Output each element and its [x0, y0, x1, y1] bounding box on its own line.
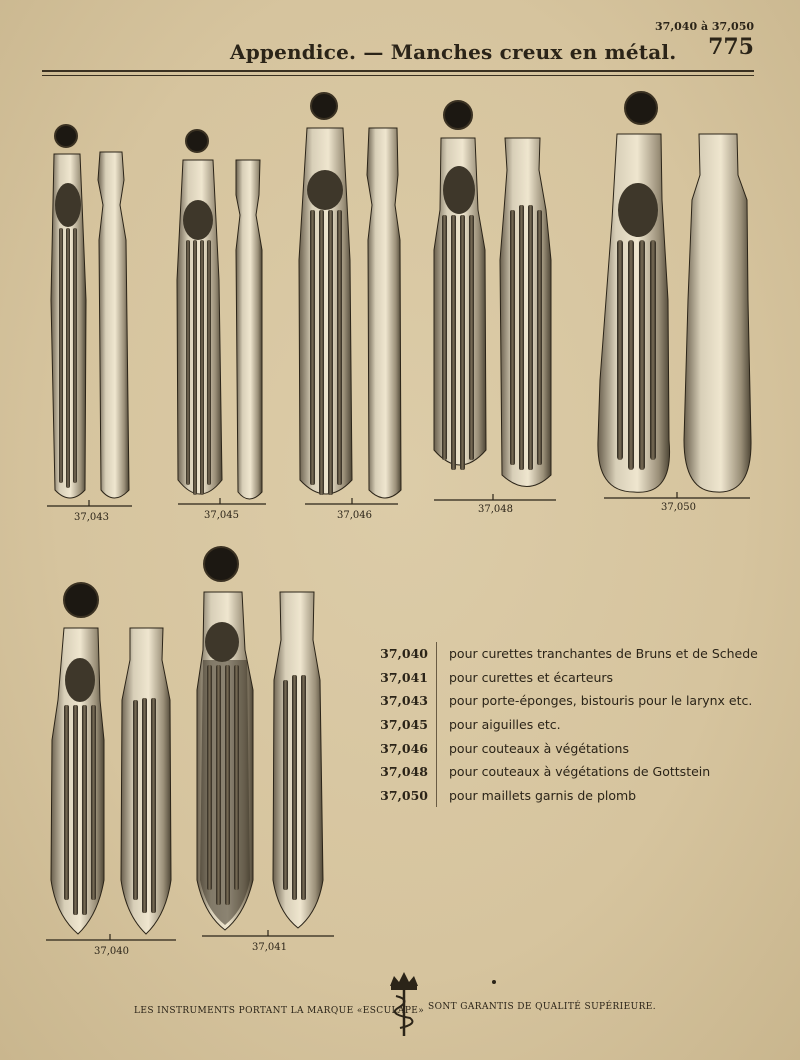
handle-side — [98, 152, 129, 498]
handle-37046 — [299, 93, 401, 521]
page-title: Appendice. — Manches creux en métal. — [230, 40, 677, 64]
handle-groove — [617, 240, 623, 460]
handle-37040 — [46, 583, 176, 957]
handle-37048 — [434, 101, 556, 515]
handle-side — [367, 128, 401, 498]
handle-groove — [460, 215, 465, 470]
figure-label: 37,043 — [74, 512, 109, 523]
label-bracket — [47, 500, 132, 506]
handle-groove — [510, 210, 515, 465]
handle-side — [500, 138, 551, 487]
handle-groove — [650, 240, 656, 460]
handle-groove — [442, 215, 447, 460]
handle-groove — [528, 205, 533, 470]
handle-groove — [639, 240, 645, 470]
handle-side — [684, 134, 751, 492]
handle-socket — [307, 170, 343, 210]
handle-groove — [193, 240, 197, 495]
figure-label: 37,040 — [94, 946, 129, 957]
figure-label: 37,050 — [661, 502, 696, 513]
handle-groove — [142, 698, 147, 913]
catalog-description: pour couteaux à végétations de Gottstein — [449, 764, 711, 780]
handle-groove — [537, 210, 542, 465]
handle-groove — [133, 700, 138, 900]
handle-groove — [73, 705, 78, 915]
figure-label: 37,041 — [252, 942, 287, 953]
label-bracket — [202, 930, 334, 936]
handle-groove — [186, 240, 190, 485]
page-range: 37,040 à 37,050 — [655, 20, 754, 33]
cross-section-icon — [55, 125, 77, 147]
handle-37043 — [47, 125, 132, 523]
cross-section-icon — [204, 547, 238, 581]
cross-section-icon — [64, 583, 98, 617]
catalog-number: 37,040 — [378, 642, 437, 666]
handle-groove — [301, 675, 306, 900]
catalog-number: 37,043 — [378, 689, 437, 713]
handle-groove — [310, 210, 315, 485]
handle-37045 — [177, 130, 266, 521]
cross-section-icon — [444, 101, 472, 129]
handle-groove — [91, 705, 96, 900]
handle-socket — [443, 166, 475, 214]
catalog-description: pour aiguilles etc. — [449, 717, 561, 733]
handle-socket — [618, 183, 658, 237]
handle-groove — [337, 210, 342, 485]
handle-groove — [64, 705, 69, 900]
table-row — [378, 642, 758, 666]
label-bracket — [434, 494, 556, 500]
handle-groove — [207, 240, 211, 485]
handle-groove — [216, 665, 221, 905]
handle-groove — [283, 680, 288, 890]
handle-37050 — [598, 92, 751, 513]
figure-label: 37,048 — [478, 504, 513, 515]
cross-section-icon — [186, 130, 208, 152]
footer-left-text: LES INSTRUMENTS PORTANT LA MARQUE «ESCULAPE» — [134, 1006, 425, 1016]
catalog-description: pour porte-éponges, bistouris pour le larynx etc. — [449, 693, 753, 709]
table-row — [378, 736, 758, 760]
handle-groove — [207, 665, 212, 890]
table-row — [378, 760, 758, 784]
handle-side — [273, 592, 323, 928]
handle-groove — [628, 240, 634, 470]
table-row — [378, 666, 758, 690]
handle-socket — [55, 183, 81, 227]
catalog-description: pour curettes et écarteurs — [449, 669, 614, 685]
table-row — [378, 689, 758, 713]
handle-groove — [292, 675, 297, 900]
catalog-number: 37,045 — [378, 713, 437, 737]
handle-groove — [319, 210, 324, 495]
table-row — [378, 713, 758, 737]
catalog-description: pour maillets garnis de plomb — [449, 787, 637, 803]
handle-groove — [469, 215, 474, 460]
handle-socket — [65, 658, 95, 702]
catalog-number: 37,050 — [378, 784, 437, 808]
handle-groove — [225, 665, 230, 905]
catalog-number: 37,041 — [378, 666, 437, 690]
handle-groove — [59, 228, 63, 483]
catalog-table — [378, 642, 758, 807]
cross-section-icon — [311, 93, 337, 119]
handle-groove — [519, 205, 524, 470]
handle-groove — [82, 705, 87, 915]
page-number: 775 — [708, 34, 754, 60]
handle-groove — [66, 228, 70, 488]
catalog-number: 37,048 — [378, 760, 437, 784]
catalog-description: pour curettes tranchantes de Bruns et de Schede — [449, 646, 758, 662]
label-bracket — [305, 498, 398, 504]
handle-socket — [183, 200, 213, 240]
handle-socket — [205, 622, 239, 662]
handle-groove — [73, 228, 77, 483]
handle-groove — [200, 240, 204, 495]
handle-groove — [234, 665, 239, 890]
figure-label: 37,046 — [337, 510, 372, 521]
handle-groove — [328, 210, 333, 495]
handle-groove — [451, 215, 456, 470]
catalog-number: 37,046 — [378, 736, 437, 760]
table-row — [378, 784, 758, 808]
label-bracket — [604, 492, 750, 498]
catalog-description: pour couteaux à végétations — [449, 740, 629, 756]
label-bracket — [46, 934, 176, 940]
handle-groove — [151, 698, 156, 913]
footer-right-text: SONT GARANTIS DE QUALITÉ SUPÉRIEURE. — [428, 1002, 656, 1012]
figure-label: 37,045 — [204, 510, 239, 521]
handle-37041 — [197, 547, 334, 953]
handle-side — [236, 160, 262, 499]
cross-section-icon — [625, 92, 657, 124]
